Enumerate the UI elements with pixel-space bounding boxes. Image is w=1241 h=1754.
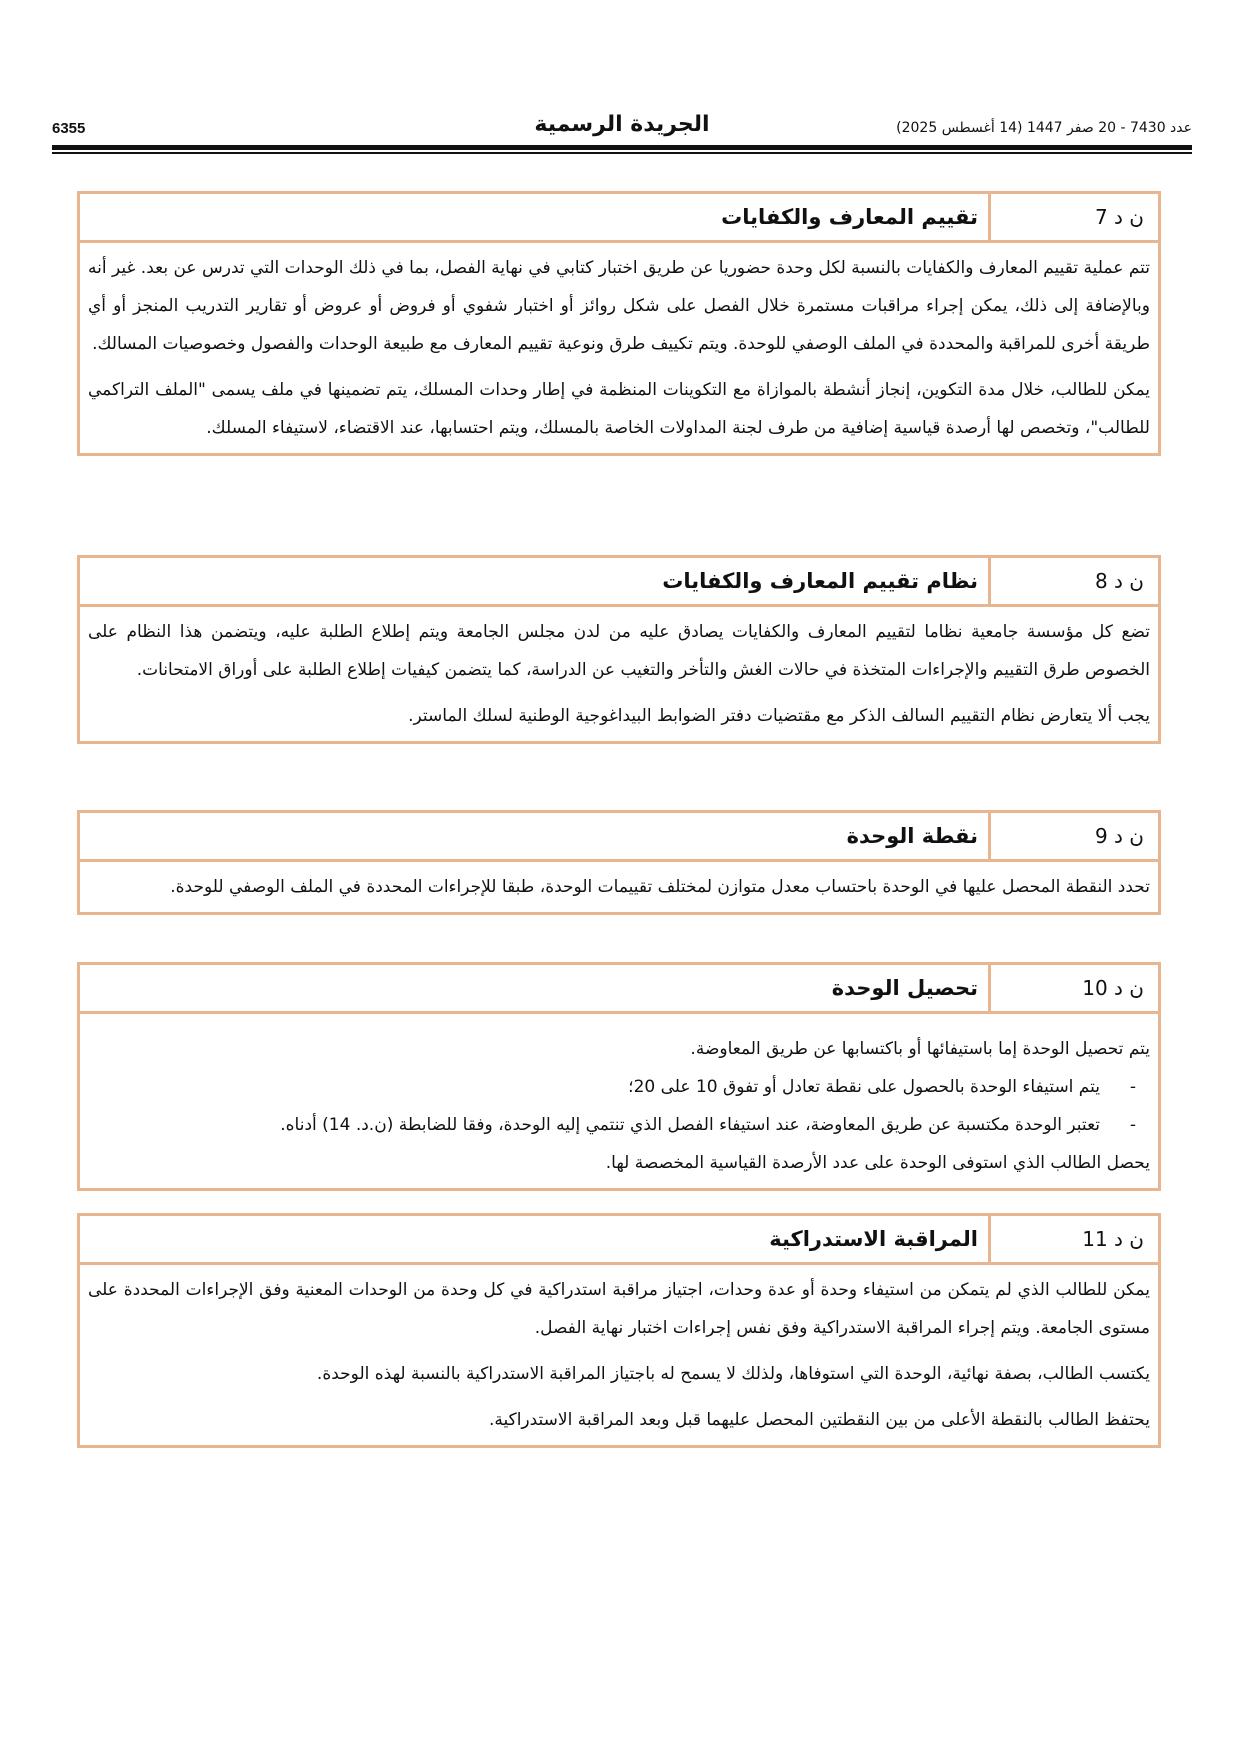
dash-marker: -: [1129, 1115, 1136, 1135]
article-9: [77, 810, 1161, 915]
article-body: [80, 607, 1158, 741]
article-number: ن د 7: [988, 194, 1158, 240]
article-7: [77, 191, 1161, 456]
paragraph: يمكن للطالب الذي لم يتمكن من استيفاء وحدة أو عدة وحدات، اجتياز مراقبة استدراكية في كل وحدة من الوحدات المعنية وفق الإجراءات المحددة على مستوى الجامعة. ويتم إجراء المراقبة الاستدراكية وفق نفس إجراءات اختبار نهاية الفصل.: [88, 1280, 1150, 1338]
dash-marker: -: [1129, 1077, 1136, 1097]
article-number: ن د 11: [988, 1216, 1158, 1262]
article-10: [77, 962, 1161, 1191]
page-header: [52, 108, 1192, 146]
bullet-list: [88, 1068, 1150, 1144]
article-header: [80, 194, 1158, 243]
article-8: [77, 555, 1161, 744]
article-title: نظام تقييم المعارف والكفايات: [662, 569, 978, 593]
journal-title: الجريدة الرسمية: [534, 112, 710, 137]
paragraph: تتم عملية تقييم المعارف والكفايات بالنسبة لكل وحدة حضوريا عن طريق اختبار كتابي في نهاية الفصل، بما في ذلك الوحدات التي تدرس عن بعد. غير أنه وبالإضافة إلى ذلك، يمكن إجراء مراقبات مستمرة خلال الفصل على شكل روائز أو اختبار شفوي أو فروض أو عروض أو تقارير التدريب المنجز أو أي طريقة أخرى للمراقبة والمحددة في الملف الوصفي للوحدة. ويتم تكييف طرق ونوعية تقييم المعارف مع طبيعة الوحدات والفصول وخصوصيات المسالك.: [88, 258, 1150, 354]
paragraph: تحدد النقطة المحصل عليها في الوحدة باحتساب معدل متوازن لمختلف تقييمات الوحدة، طبقا للإجراءات المحددة في الملف الوصفي للوحدة.: [170, 877, 1150, 897]
article-header: [80, 965, 1158, 1014]
article-body: [80, 1265, 1158, 1445]
article-number: ن د 10: [988, 965, 1158, 1011]
list-item-text: يتم استيفاء الوحدة بالحصول على نقطة تعادل أو تفوق 10 على 20؛: [628, 1077, 1100, 1097]
header-rule-thin: [52, 152, 1192, 154]
header-rule-thick: [52, 145, 1192, 150]
article-title: تحصيل الوحدة: [831, 976, 978, 1000]
article-body: [80, 243, 1158, 453]
article-header: [80, 558, 1158, 607]
paragraph: تضع كل مؤسسة جامعية نظاما لتقييم المعارف والكفايات يصادق عليه من لدن مجلس الجامعة ويتم إطلاع الطلبة عليه، ويتضمن هذا النظام على الخصوص طرق التقييم والإجراءات المتخذة في حالات الغش والتأخر والتغيب عن الدراسة، كما يتضمن كيفيات إطلاع الطلبة على أوراق الامتحانات.: [88, 622, 1150, 680]
issue-info: عدد 7430 - 20 صفر 1447 (14 أغسطس 2025): [896, 120, 1192, 136]
paragraph: يتم تحصيل الوحدة إما باستيفائها أو باكتسابها عن طريق المعاوضة.: [690, 1039, 1150, 1059]
article-title: نقطة الوحدة: [846, 824, 978, 848]
article-number: ن د 9: [988, 813, 1158, 859]
list-item-text: تعتبر الوحدة مكتسبة عن طريق المعاوضة، عند استيفاء الفصل الذي تنتمي إليه الوحدة، وفقا للضابطة (ن.د. 14) أدناه.: [280, 1115, 1100, 1135]
article-title: المراقبة الاستدراكية: [769, 1227, 978, 1251]
paragraph: يكتسب الطالب، بصفة نهائية، الوحدة التي استوفاها، ولذلك لا يسمح له باجتياز المراقبة الاستدراكية بالنسبة لهذه الوحدة.: [316, 1364, 1150, 1384]
page-number: 6355: [52, 120, 86, 137]
paragraph: يجب ألا يتعارض نظام التقييم السالف الذكر مع مقتضيات دفتر الضوابط البيداغوجية الوطنية لسلك الماستر.: [408, 706, 1150, 726]
article-header: [80, 1216, 1158, 1265]
list-item: [88, 1068, 1136, 1106]
paragraph: يحصل الطالب الذي استوفى الوحدة على عدد الأرصدة القياسية المخصصة لها.: [605, 1153, 1150, 1173]
article-11: [77, 1213, 1161, 1448]
list-item: [88, 1106, 1136, 1144]
article-body: [80, 862, 1158, 912]
paragraph: يحتفظ الطالب بالنقطة الأعلى من بين النقطتين المحصل عليهما قبل وبعد المراقبة الاستدراكية.: [488, 1410, 1150, 1430]
article-number: ن د 8: [988, 558, 1158, 604]
article-body: [80, 1014, 1158, 1188]
article-title: تقييم المعارف والكفايات: [721, 205, 978, 229]
paragraph: يمكن للطالب، خلال مدة التكوين، إنجاز أنشطة بالموازاة مع التكوينات المنظمة في إطار وحدات المسلك، يتم تضمينها في ملف يسمى "الملف التراكمي للطالب"، وتخصص لها أرصدة قياسية إضافية من طرف لجنة المداولات الخاصة بالمسلك، ويتم احتسابها، عند الاقتضاء، لاستيفاء المسلك.: [88, 380, 1150, 438]
article-header: [80, 813, 1158, 862]
